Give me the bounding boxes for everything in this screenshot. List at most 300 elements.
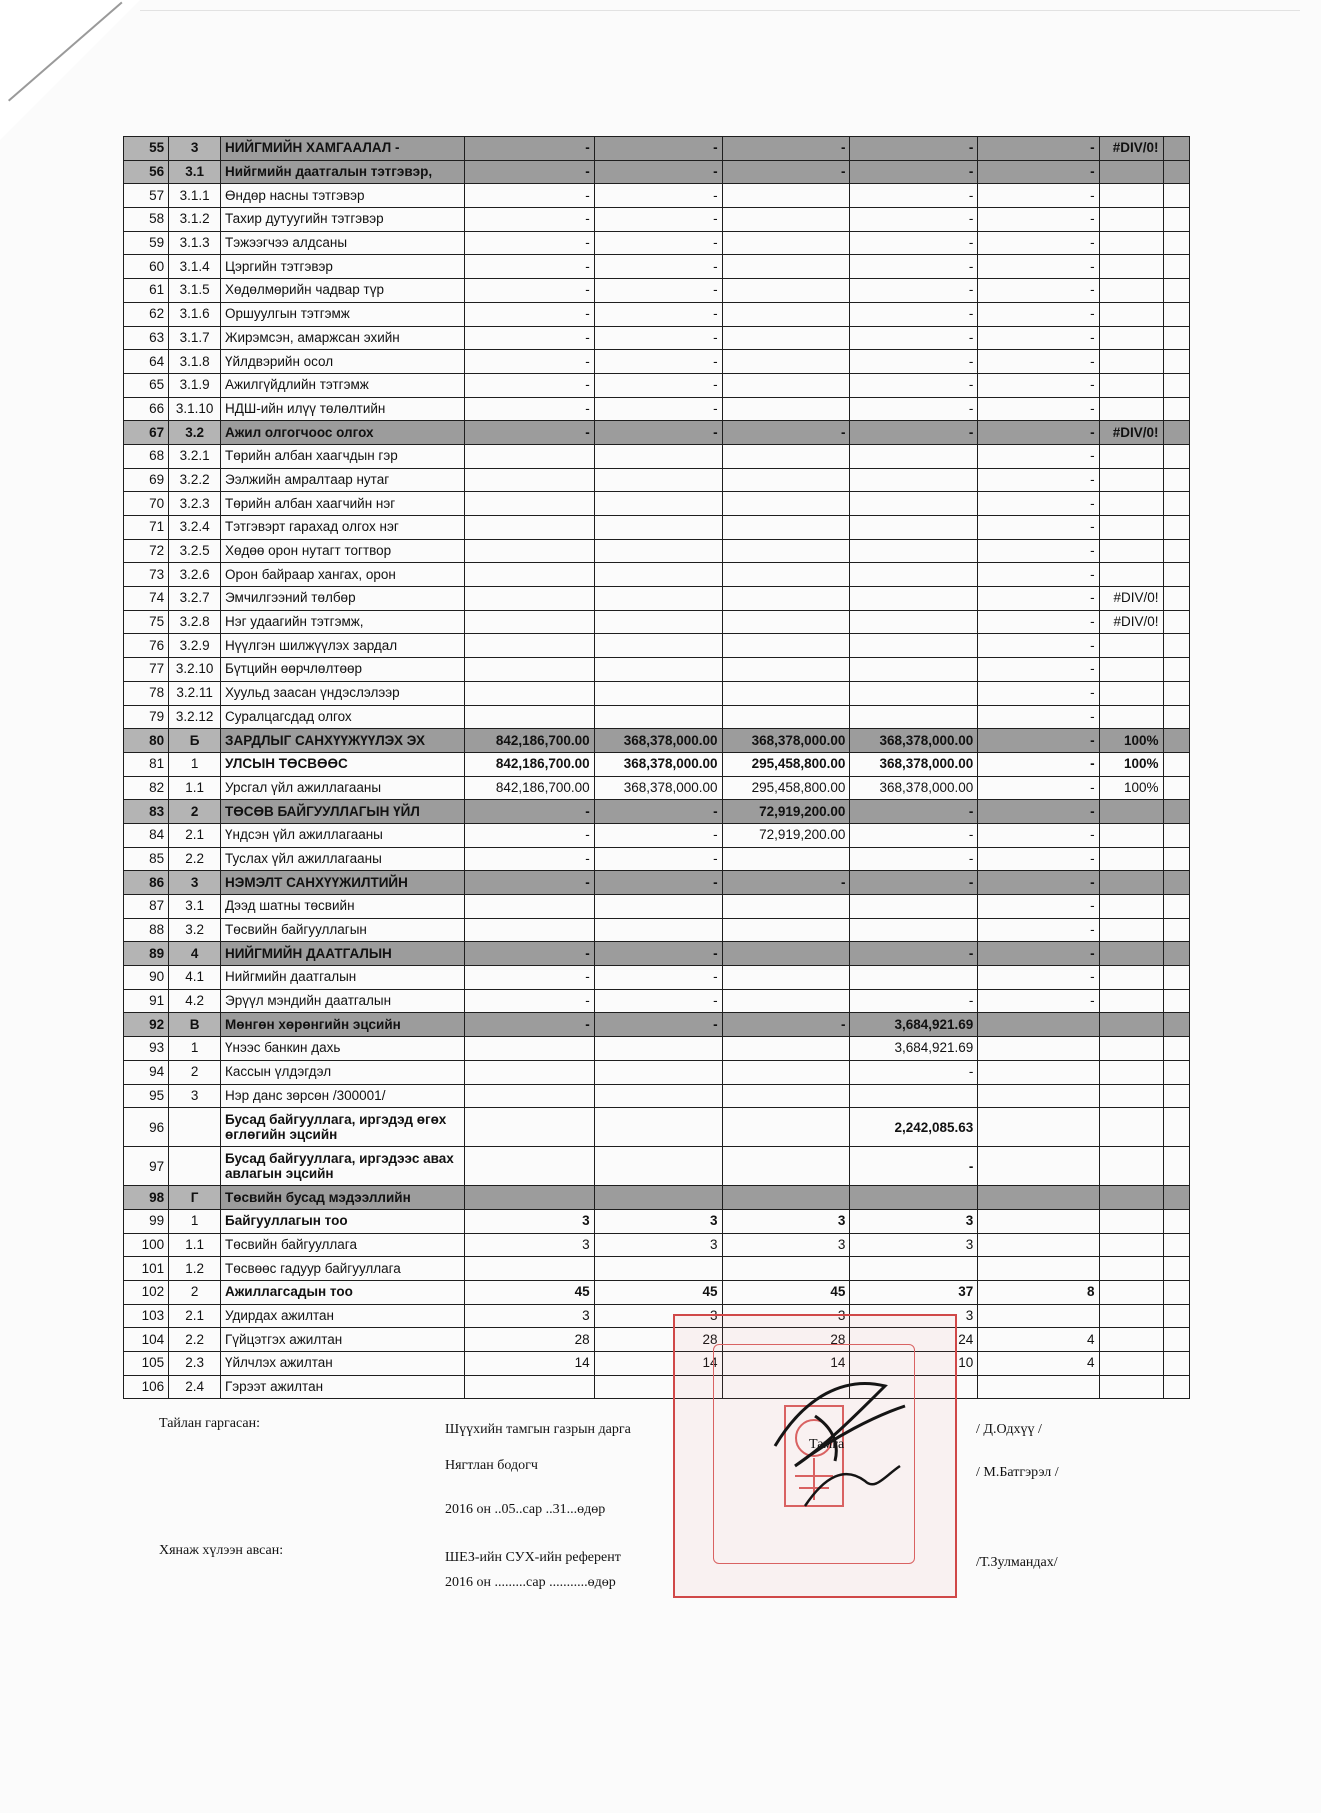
row-code: 4.1	[169, 966, 221, 990]
value-col-4: -	[850, 989, 978, 1013]
value-col-3	[722, 1060, 850, 1084]
value-col-6: #DIV/0!	[1099, 610, 1163, 634]
value-col-6	[1099, 1375, 1163, 1399]
value-col-6	[1099, 302, 1163, 326]
value-col-2: 45	[594, 1280, 722, 1304]
row-label: Орон байраар хангах, орон	[220, 563, 464, 587]
value-col-6: #DIV/0!	[1099, 137, 1163, 161]
value-col-5: -	[978, 373, 1099, 397]
value-col-4	[850, 1084, 978, 1108]
value-col-1	[464, 658, 594, 682]
row-label: Ажилгүйдлийн тэтгэмж	[220, 373, 464, 397]
value-col-1: -	[464, 255, 594, 279]
value-col-4: 3	[850, 1233, 978, 1257]
value-col-2: -	[594, 302, 722, 326]
value-col-5: -	[978, 634, 1099, 658]
value-col-3: 45	[722, 1280, 850, 1304]
value-col-5: -	[978, 871, 1099, 895]
row-label: Нүүлгэн шилжүүлэх зардал	[220, 634, 464, 658]
value-col-5	[978, 1147, 1099, 1186]
prepared-label: Тайлан гаргасан:	[159, 1416, 260, 1431]
table-row	[124, 1084, 1190, 1108]
value-col-6: 100%	[1099, 729, 1163, 753]
table-row	[124, 895, 1190, 919]
value-col-2	[594, 658, 722, 682]
row-code: 3	[169, 1084, 221, 1108]
value-col-6	[1099, 373, 1163, 397]
value-col-5: -	[978, 350, 1099, 374]
value-col-6	[1099, 397, 1163, 421]
row-number: 74	[124, 587, 169, 611]
value-col-4: -	[850, 871, 978, 895]
row-number: 91	[124, 989, 169, 1013]
value-col-5: -	[978, 752, 1099, 776]
handwritten-signature	[735, 1356, 935, 1546]
value-col-1	[464, 468, 594, 492]
value-col-5: -	[978, 184, 1099, 208]
value-col-5: -	[978, 397, 1099, 421]
value-col-1: -	[464, 989, 594, 1013]
row-number: 57	[124, 184, 169, 208]
value-col-6	[1099, 326, 1163, 350]
row-label: Мөнгөн хөрөнгийн эцсийн	[220, 1013, 464, 1037]
row-label: Нийгмийн даатгалын тэтгэвэр,	[220, 160, 464, 184]
row-label: Урсгал үйл ажиллагааны	[220, 776, 464, 800]
value-col-2	[594, 516, 722, 540]
value-col-4: -	[850, 302, 978, 326]
value-col-4: -	[850, 279, 978, 303]
value-col-4	[850, 492, 978, 516]
value-col-4: -	[850, 847, 978, 871]
value-col-3	[722, 847, 850, 871]
value-col-5: -	[978, 539, 1099, 563]
value-col-1	[464, 1060, 594, 1084]
row-code: 2	[169, 1060, 221, 1084]
row-code: 3.1.5	[169, 279, 221, 303]
row-label: Хуульд заасан үндэслэлээр	[220, 681, 464, 705]
value-col-2	[594, 681, 722, 705]
table-row	[124, 397, 1190, 421]
empty-col	[1163, 989, 1190, 1013]
value-col-2: -	[594, 989, 722, 1013]
value-col-1: -	[464, 847, 594, 871]
row-label: Нэг удаагийн тэтгэмж,	[220, 610, 464, 634]
row-label: Дээд шатны төсвийн	[220, 895, 464, 919]
row-code: 3.2.7	[169, 587, 221, 611]
value-col-6	[1099, 634, 1163, 658]
row-code: 3.2.11	[169, 681, 221, 705]
value-col-1: 842,186,700.00	[464, 752, 594, 776]
row-label: Төсвийн бусад мэдээллийн	[220, 1186, 464, 1210]
value-col-1: -	[464, 373, 594, 397]
value-col-1: -	[464, 231, 594, 255]
row-label: Өндөр насны тэтгэвэр	[220, 184, 464, 208]
value-col-1	[464, 516, 594, 540]
row-label: НЭМЭЛТ САНХҮҮЖИЛТИЙН	[220, 871, 464, 895]
table-row	[124, 705, 1190, 729]
value-col-2	[594, 895, 722, 919]
row-label: Нийгмийн даатгалын	[220, 966, 464, 990]
value-col-4	[850, 918, 978, 942]
reviewed-label: Хянаж хүлээн авсан:	[159, 1543, 284, 1558]
signer2-title: Нягтлан бодогч	[445, 1458, 538, 1473]
table-row	[124, 1037, 1190, 1061]
row-label: Нэр данс зөрсөн /300001/	[220, 1084, 464, 1108]
row-code: 3.1.8	[169, 350, 221, 374]
row-label: Суралцагсдад олгох	[220, 705, 464, 729]
value-col-1: -	[464, 184, 594, 208]
report-date: 2016 он ..05..сар ..31...өдөр	[445, 1502, 606, 1517]
value-col-3	[722, 231, 850, 255]
table-row	[124, 468, 1190, 492]
value-col-5: -	[978, 563, 1099, 587]
value-col-5: -	[978, 658, 1099, 682]
row-code: 2	[169, 800, 221, 824]
value-col-1	[464, 705, 594, 729]
value-col-4	[850, 563, 978, 587]
empty-col	[1163, 160, 1190, 184]
table-row	[124, 776, 1190, 800]
row-label: Төрийн албан хаагчдын гэр	[220, 444, 464, 468]
value-col-6	[1099, 895, 1163, 919]
signer2-name: / М.Батгэрэл /	[976, 1465, 1059, 1480]
row-label: Удирдах ажилтан	[220, 1304, 464, 1328]
row-label: Тэжээгчээ алдсаны	[220, 231, 464, 255]
value-col-2	[594, 468, 722, 492]
row-number: 99	[124, 1209, 169, 1233]
value-col-6	[1099, 800, 1163, 824]
value-col-5: -	[978, 516, 1099, 540]
row-label: Төрийн албан хаагчийн нэг	[220, 492, 464, 516]
value-col-1: 842,186,700.00	[464, 729, 594, 753]
value-col-2: -	[594, 326, 722, 350]
value-col-6	[1099, 1352, 1163, 1376]
row-label: Эмчилгээний төлбөр	[220, 587, 464, 611]
row-number: 67	[124, 421, 169, 445]
row-code: 2.2	[169, 1328, 221, 1352]
value-col-4: -	[850, 326, 978, 350]
empty-col	[1163, 231, 1190, 255]
row-number: 86	[124, 871, 169, 895]
empty-col	[1163, 208, 1190, 232]
value-col-4	[850, 1257, 978, 1281]
row-number: 73	[124, 563, 169, 587]
table-row	[124, 1209, 1190, 1233]
value-col-6	[1099, 966, 1163, 990]
value-col-4: 3	[850, 1304, 978, 1328]
value-col-4: -	[850, 942, 978, 966]
row-code: 1	[169, 1037, 221, 1061]
value-col-3: -	[722, 1013, 850, 1037]
row-number: 61	[124, 279, 169, 303]
folded-page-corner	[0, 0, 140, 140]
row-number: 98	[124, 1186, 169, 1210]
row-number: 70	[124, 492, 169, 516]
row-label: Төсвөөс гадуур байгууллага	[220, 1257, 464, 1281]
value-col-2	[594, 492, 722, 516]
value-col-4	[850, 610, 978, 634]
row-code: 3.1.3	[169, 231, 221, 255]
value-col-4: 37	[850, 1280, 978, 1304]
table-row	[124, 1060, 1190, 1084]
value-col-1	[464, 587, 594, 611]
row-label: Үйлдвэрийн осол	[220, 350, 464, 374]
value-col-4: 368,378,000.00	[850, 752, 978, 776]
row-label: НИЙГМИЙН ДААТГАЛЫН	[220, 942, 464, 966]
empty-col	[1163, 942, 1190, 966]
row-number: 59	[124, 231, 169, 255]
table-row	[124, 966, 1190, 990]
row-number: 83	[124, 800, 169, 824]
value-col-3	[722, 302, 850, 326]
value-col-5: -	[978, 492, 1099, 516]
row-label: Туслах үйл ажиллагааны	[220, 847, 464, 871]
value-col-2: 368,378,000.00	[594, 729, 722, 753]
value-col-6: 100%	[1099, 752, 1163, 776]
value-col-2: 3	[594, 1304, 722, 1328]
value-col-5	[978, 1209, 1099, 1233]
row-code: 1.1	[169, 776, 221, 800]
value-col-3	[722, 326, 850, 350]
value-col-6	[1099, 847, 1163, 871]
value-col-1	[464, 444, 594, 468]
value-col-3	[722, 373, 850, 397]
row-code: 2.4	[169, 1375, 221, 1399]
row-code: 3.1	[169, 160, 221, 184]
value-col-1: 28	[464, 1328, 594, 1352]
value-col-3	[722, 966, 850, 990]
value-col-1: 842,186,700.00	[464, 776, 594, 800]
value-col-1: -	[464, 160, 594, 184]
value-col-1: 3	[464, 1304, 594, 1328]
value-col-1: -	[464, 942, 594, 966]
table-row	[124, 634, 1190, 658]
value-col-6	[1099, 1084, 1163, 1108]
value-col-4	[850, 516, 978, 540]
value-col-3: 295,458,800.00	[722, 776, 850, 800]
value-col-1	[464, 1147, 594, 1186]
value-col-6	[1099, 1108, 1163, 1147]
row-code: 1	[169, 1209, 221, 1233]
row-code: 3.2.1	[169, 444, 221, 468]
value-col-5	[978, 1037, 1099, 1061]
value-col-4: 2,242,085.63	[850, 1108, 978, 1147]
value-col-5: -	[978, 208, 1099, 232]
value-col-4	[850, 895, 978, 919]
value-col-4: -	[850, 184, 978, 208]
value-col-1	[464, 610, 594, 634]
table-row	[124, 1147, 1190, 1186]
value-col-1: -	[464, 966, 594, 990]
value-col-4: 368,378,000.00	[850, 729, 978, 753]
table-row	[124, 1352, 1190, 1376]
value-col-3: 14	[722, 1352, 850, 1376]
value-col-3	[722, 658, 850, 682]
value-col-5: -	[978, 800, 1099, 824]
value-col-4: -	[850, 397, 978, 421]
table-row	[124, 184, 1190, 208]
row-number: 66	[124, 397, 169, 421]
value-col-5: -	[978, 918, 1099, 942]
row-number: 81	[124, 752, 169, 776]
table-row	[124, 231, 1190, 255]
table-row	[124, 1304, 1190, 1328]
value-col-4	[850, 539, 978, 563]
row-code: 2.1	[169, 1304, 221, 1328]
value-col-1	[464, 563, 594, 587]
table-row	[124, 1233, 1190, 1257]
value-col-2: -	[594, 871, 722, 895]
row-label: Тэтгэвэрт гарахад олгох нэг	[220, 516, 464, 540]
row-number: 96	[124, 1108, 169, 1147]
row-code: 2	[169, 1280, 221, 1304]
row-code: 3.2.9	[169, 634, 221, 658]
row-number: 64	[124, 350, 169, 374]
row-number: 106	[124, 1375, 169, 1399]
value-col-5: -	[978, 681, 1099, 705]
value-col-3	[722, 444, 850, 468]
empty-col	[1163, 302, 1190, 326]
value-col-1	[464, 1186, 594, 1210]
value-col-1: -	[464, 302, 594, 326]
value-col-2: -	[594, 421, 722, 445]
row-code	[169, 1147, 221, 1186]
value-col-2: -	[594, 208, 722, 232]
value-col-2	[594, 634, 722, 658]
empty-col	[1163, 966, 1190, 990]
value-col-4: -	[850, 255, 978, 279]
value-col-3	[722, 895, 850, 919]
row-number: 104	[124, 1328, 169, 1352]
value-col-4: 3,684,921.69	[850, 1037, 978, 1061]
row-label: Кассын үлдэгдэл	[220, 1060, 464, 1084]
row-label: Ажиллагсадын тоо	[220, 1280, 464, 1304]
value-col-2: -	[594, 350, 722, 374]
value-col-2	[594, 1108, 722, 1147]
value-col-6	[1099, 681, 1163, 705]
table-row	[124, 610, 1190, 634]
empty-col	[1163, 516, 1190, 540]
value-col-6	[1099, 492, 1163, 516]
value-col-1: 3	[464, 1233, 594, 1257]
value-col-5	[978, 1233, 1099, 1257]
value-col-2	[594, 563, 722, 587]
value-col-5: -	[978, 231, 1099, 255]
empty-col	[1163, 563, 1190, 587]
value-col-4: -	[850, 160, 978, 184]
row-number: 85	[124, 847, 169, 871]
row-number: 82	[124, 776, 169, 800]
value-col-2: -	[594, 942, 722, 966]
value-col-2: -	[594, 231, 722, 255]
empty-col	[1163, 279, 1190, 303]
row-label: Бусад байгууллага, иргэдэд өгөх өглөгийн эцсийн	[220, 1108, 464, 1147]
table-row	[124, 326, 1190, 350]
row-code: 1.2	[169, 1257, 221, 1281]
row-code: 4	[169, 942, 221, 966]
value-col-1	[464, 539, 594, 563]
value-col-1: -	[464, 800, 594, 824]
value-col-6	[1099, 918, 1163, 942]
value-col-5: -	[978, 421, 1099, 445]
value-col-1	[464, 1375, 594, 1399]
row-label: Гэрээт ажилтан	[220, 1375, 464, 1399]
value-col-2	[594, 1037, 722, 1061]
value-col-5: -	[978, 895, 1099, 919]
value-col-1: -	[464, 1013, 594, 1037]
value-col-3	[722, 255, 850, 279]
value-col-2: -	[594, 255, 722, 279]
row-label: Байгууллагын тоо	[220, 1209, 464, 1233]
value-col-5: 4	[978, 1328, 1099, 1352]
value-col-1: 45	[464, 1280, 594, 1304]
value-col-2	[594, 444, 722, 468]
row-label: Жирэмсэн, амаржсан эхийн	[220, 326, 464, 350]
value-col-3: -	[722, 160, 850, 184]
value-col-2: 368,378,000.00	[594, 776, 722, 800]
value-col-2: -	[594, 823, 722, 847]
table-row	[124, 421, 1190, 445]
empty-col	[1163, 705, 1190, 729]
table-row	[124, 752, 1190, 776]
value-col-2: 28	[594, 1328, 722, 1352]
value-col-3	[722, 942, 850, 966]
row-label: Үнээс банкин дахь	[220, 1037, 464, 1061]
row-code: 1	[169, 752, 221, 776]
value-col-3	[722, 989, 850, 1013]
row-code: 3.1.1	[169, 184, 221, 208]
row-number: 90	[124, 966, 169, 990]
row-code: 3.2.6	[169, 563, 221, 587]
value-col-3	[722, 918, 850, 942]
value-col-1: -	[464, 421, 594, 445]
value-col-6	[1099, 1257, 1163, 1281]
value-col-1	[464, 492, 594, 516]
value-col-6	[1099, 516, 1163, 540]
row-code: 3.2.8	[169, 610, 221, 634]
table-row	[124, 918, 1190, 942]
table-row	[124, 800, 1190, 824]
table-row	[124, 989, 1190, 1013]
value-col-1: -	[464, 397, 594, 421]
empty-col	[1163, 895, 1190, 919]
value-col-6: 100%	[1099, 776, 1163, 800]
row-label: НДШ-ийн илүү төлөлтийн	[220, 397, 464, 421]
row-label: ТӨСӨВ БАЙГУУЛЛАГЫН ҮЙЛ	[220, 800, 464, 824]
value-col-4	[850, 444, 978, 468]
value-col-5: -	[978, 587, 1099, 611]
row-code: Б	[169, 729, 221, 753]
budget-report-table	[123, 136, 1190, 1399]
value-col-2: -	[594, 160, 722, 184]
row-number: 100	[124, 1233, 169, 1257]
value-col-5: -	[978, 302, 1099, 326]
official-stamp	[673, 1314, 957, 1598]
row-code: 2.2	[169, 847, 221, 871]
row-number: 79	[124, 705, 169, 729]
value-col-2	[594, 610, 722, 634]
row-number: 77	[124, 658, 169, 682]
value-col-3	[722, 1147, 850, 1186]
value-col-3	[722, 539, 850, 563]
empty-col	[1163, 681, 1190, 705]
value-col-2: 3	[594, 1209, 722, 1233]
value-col-2: -	[594, 137, 722, 161]
row-label: Гүйцэтгэх ажилтан	[220, 1328, 464, 1352]
value-col-6	[1099, 658, 1163, 682]
value-col-6	[1099, 208, 1163, 232]
empty-col	[1163, 373, 1190, 397]
